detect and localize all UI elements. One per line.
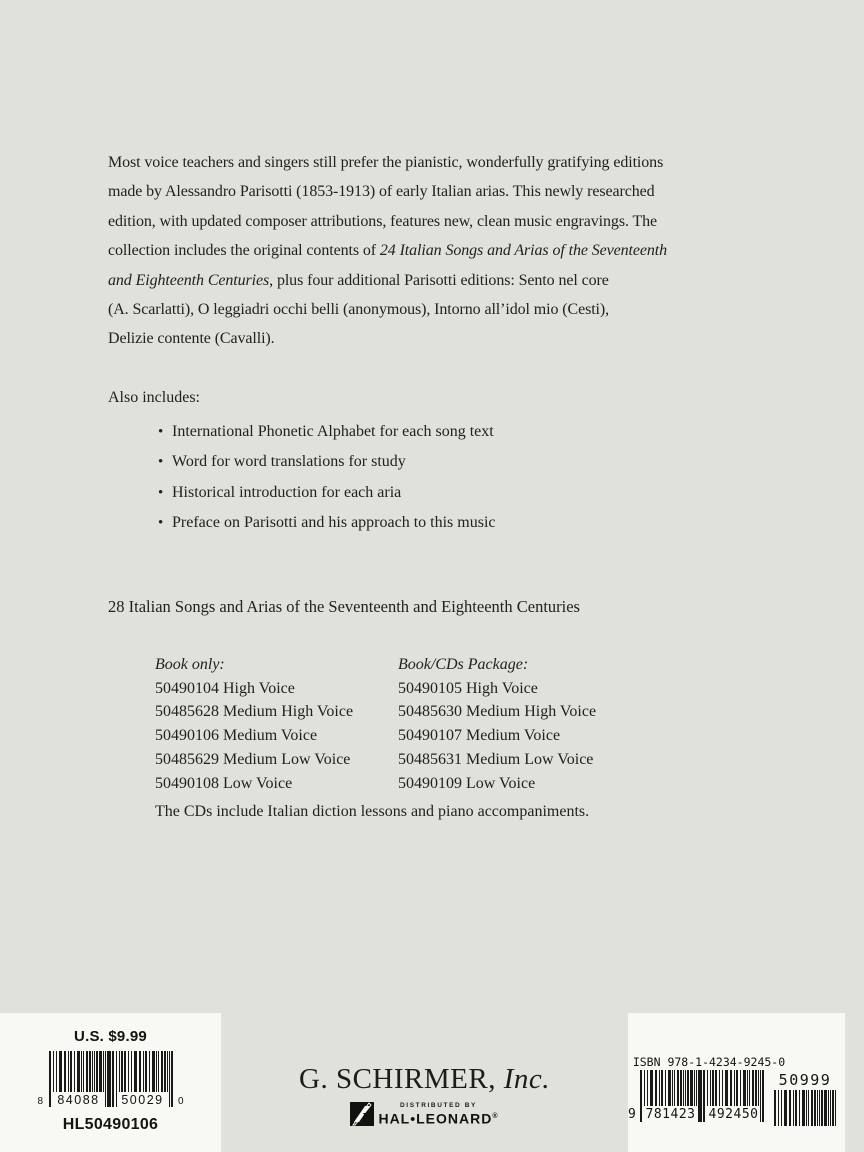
barcode-bars [774, 1090, 836, 1126]
hal-leonard-wordmark [378, 1109, 498, 1127]
publisher-name-suffix: Inc. [503, 1063, 550, 1095]
bullet-icon: • [158, 484, 164, 501]
list-item [158, 447, 495, 477]
intro-line: (A. Scarlatti), O leggiadri occhi belli (anonymous), Intorno all’idol mio (Cesti), [108, 301, 610, 319]
barcode-guard [171, 1051, 173, 1107]
intro-paragraph [108, 148, 808, 354]
hal-leonard-logo-icon [350, 1102, 374, 1126]
edition-row: 50485631 Medium Low Voice [398, 750, 594, 768]
column-header: Book only: [155, 656, 225, 673]
ean-supplement [774, 1071, 836, 1126]
barcode-guard [700, 1070, 702, 1122]
hal-leonard-block [221, 1102, 628, 1127]
intro-line: Delizie contente (Cavalli). [108, 330, 275, 348]
edition-row: 50490109 Low Voice [398, 774, 536, 792]
list-item-label: Historical introduction for each aria [172, 483, 402, 501]
publisher-name [221, 1063, 628, 1096]
book-cds-column [398, 653, 596, 795]
intro-line [108, 236, 808, 265]
book-only-column [155, 653, 353, 795]
barcode-guard [640, 1070, 642, 1122]
price-label: U.S. $9.99 [74, 1028, 147, 1045]
hl-catalog-number: HL50490106 [62, 1116, 159, 1133]
intro-line [108, 266, 808, 295]
edition-row: 50485629 Medium Low Voice [155, 750, 351, 768]
intro-line: Most voice teachers and singers still prefer the pianistic, wonderfully gratifying editions [108, 154, 664, 171]
bullet-icon: • [158, 515, 164, 532]
book-title-italic: 24 Italian Songs and Arias of the Seventeenth [379, 242, 668, 260]
collection-title: 28 Italian Songs and Arias of the Seventeenth and Eighteenth Centuries [108, 597, 580, 616]
column-header: Book/CDs Package: [398, 656, 529, 673]
barcode-guard [762, 1070, 764, 1122]
isbn-barcode-panel [628, 1013, 845, 1152]
price-barcode-panel [0, 1013, 221, 1152]
book-title-italic: and Eighteenth Centuries [108, 271, 270, 289]
edition-row: 50485630 Medium High Voice [398, 703, 597, 721]
distributed-by-label: DISTRIBUTED BY [400, 1102, 477, 1109]
supplement-bars [774, 1090, 836, 1126]
edition-row: 50485628 Medium High Voice [155, 703, 354, 721]
also-includes-label: Also includes: [108, 389, 200, 406]
list-item-label: International Phonetic Alphabet for each song text [172, 423, 494, 440]
list-item [158, 508, 495, 538]
barcode-guard [49, 1051, 51, 1107]
upc-lead-digit: 8 [37, 1096, 44, 1107]
ean-digits-right: 492450 [708, 1107, 759, 1122]
ean-lead-digit: 9 [628, 1107, 636, 1122]
list-item-label: Preface on Parisotti and his approach to this music [172, 514, 496, 532]
intro-line: made by Alessandro Parisotti (1853-1913) of early Italian arias. This newly researched [108, 183, 655, 201]
bullet-icon: • [158, 454, 164, 471]
upc-barcode [37, 1051, 184, 1107]
edition-row: 50490108 Low Voice [155, 774, 293, 792]
registered-mark: ® [492, 1113, 499, 1120]
intro-line: edition, with updated composer attributions, features new, clean music engravings. The [108, 212, 658, 230]
ean-barcode [628, 1070, 764, 1122]
bullet-icon: • [158, 424, 164, 440]
edition-row: 50490104 High Voice [155, 679, 295, 697]
hal-leonard-name: HAL•LEONARD [378, 1110, 493, 1127]
ean-digits-left: 781423 [645, 1107, 696, 1122]
hal-leonard-text [378, 1102, 498, 1127]
list-item [158, 417, 495, 447]
supplement-digits: 50999 [778, 1071, 832, 1089]
edition-row: 50490106 Medium Voice [155, 727, 318, 745]
edition-row: 50490107 Medium Voice [398, 727, 561, 745]
upc-digits-right: 50029 [117, 1092, 169, 1107]
publisher-block [221, 1063, 628, 1127]
intro-text: collection includes the original contents of [108, 242, 380, 260]
upc-check-digit: 0 [177, 1096, 184, 1107]
list-item-label: Word for word translations for study [172, 453, 406, 471]
list-item [158, 478, 495, 508]
cds-note: The CDs include Italian diction lessons and piano accompaniments. [155, 803, 590, 820]
barcode-guard [109, 1051, 111, 1107]
edition-row: 50490105 High Voice [398, 679, 538, 697]
isbn-label: ISBN 978-1-4234-9245-0 [632, 1055, 786, 1069]
intro-text: , plus four additional Parisotti editions: Sento nel core [269, 271, 609, 289]
also-includes-list [158, 417, 495, 539]
publisher-name-main: G. SCHIRMER, [299, 1063, 496, 1095]
upc-digits-left: 84088 [53, 1092, 105, 1107]
